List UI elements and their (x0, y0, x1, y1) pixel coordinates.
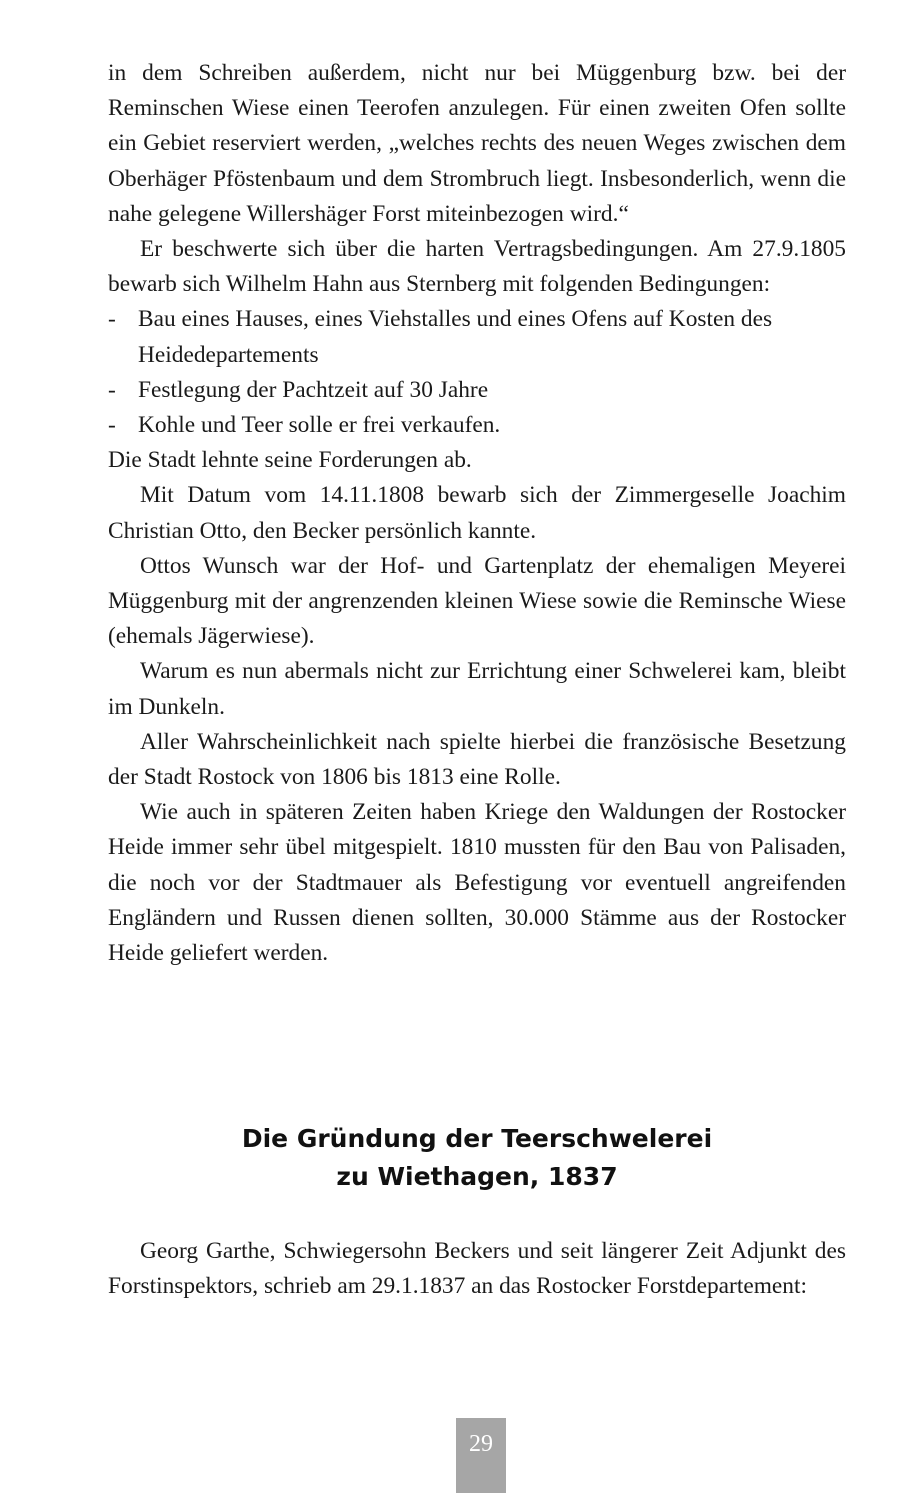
conditions-list (108, 302, 846, 443)
section-paragraph-1: Georg Garthe, Schwiegersohn Beckers und seit längerer Zeit Adjunkt des Forstinspektors, schrieb am 29.1.1837 an das Rostocker Forstdepartement: (108, 1238, 846, 1300)
list-dash: - (108, 306, 116, 333)
paragraph-5: Ottos Wunsch war der Hof- und Gartenplatz der ehemaligen Meyerei Müggenburg mit der angrenzenden kleinen Wiese sowie die Reminsche Wiese (ehemals Jägerwiese). (108, 552, 846, 650)
paragraph-8: Wie auch in späteren Zeiten haben Kriege den Waldungen der Rostocker Heide immer sehr übel mitgespielt. 1810 mussten für den Bau von Palisaden, die noch vor der Stadtmauer als Befestigung vor eventuell angreifenden Engländern und Russen dienen sollten, 30.000 Stämme aus der Rostocker Heide geliefert werden. (108, 799, 846, 967)
paragraph-2: Er beschwerte sich über die harten Vertragsbedingungen. Am 27.9.1805 bewarb sich Wilhelm Hahn aus Sternberg mit folgenden Bedingungen: (108, 236, 846, 298)
paragraph-3: Die Stadt lehnte seine Forderungen ab. (108, 447, 472, 474)
section-heading (108, 1120, 846, 1196)
paragraph-7: Aller Wahrscheinlichkeit nach spielte hierbei die französische Besetzung der Stadt Rostock von 1806 bis 1813 eine Rolle. (108, 728, 846, 791)
paragraph-4: Mit Datum vom 14.11.1808 bewarb sich der Zimmergeselle Joachim Christian Otto, den Becker persönlich kannte. (108, 482, 846, 544)
list-item: - Kohle und Teer solle er frei verkaufen. (108, 408, 846, 443)
paragraph-1: in dem Schreiben außerdem, nicht nur bei Müggenburg bzw. bei der Reminschen Wiese einen Teerofen anzulegen. Für einen zweiten Ofen sollte ein Gebiet reserviert werden, „welches rechts des neuen Weges zwischen dem Oberhäger Pföstenbaum und dem Strombruch liegt. Insbesonderlich, wenn die nahe gelegene Willershäger Forst miteinbezogen wird.“ (108, 60, 846, 227)
list-item: - Festlegung der Pachtzeit auf 30 Jahre (108, 373, 846, 408)
list-item: - Bau eines Hauses, eines Viehstalles und eines Ofens auf Kosten des Heidedepartements (108, 302, 846, 372)
section-heading-line-1: Die Gründung der Teerschwelerei (241, 1124, 713, 1153)
section-heading-line-2: zu Wiethagen, 1837 (336, 1162, 618, 1191)
section-body (108, 1234, 846, 1304)
list-dash: - (108, 412, 116, 439)
paragraph-6: Warum es nun abermals nicht zur Errichtung einer Schwelerei kam, bleibt im Dunkeln. (108, 658, 846, 720)
list-dash: - (108, 376, 116, 403)
page-body (108, 56, 846, 971)
page-number-badge: 29 (456, 1418, 506, 1493)
